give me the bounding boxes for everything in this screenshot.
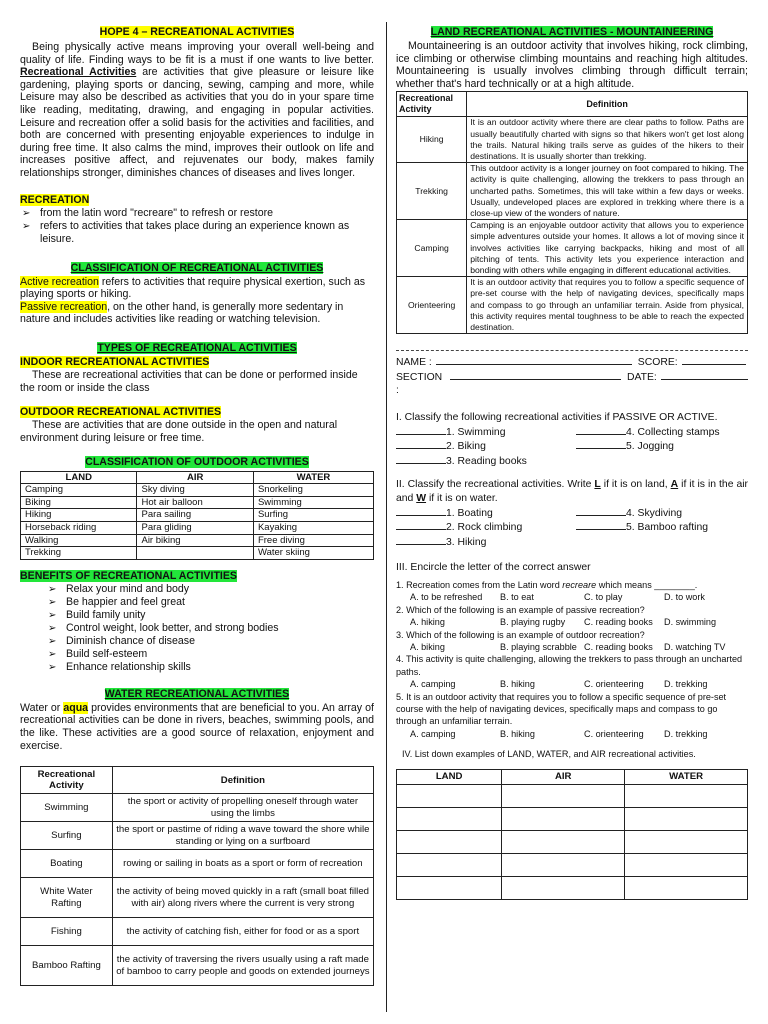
answer-option[interactable]: C. to play: [584, 592, 623, 603]
indoor-heading: INDOOR RECREATIONAL ACTIVITIES: [20, 355, 210, 368]
intro-term: Recreational Activities: [20, 66, 137, 79]
item: [576, 506, 746, 521]
table-row: [21, 946, 374, 986]
intro-text-2: are activities that give pleasure or leisure like gardening, playing sports or dancing, sewing, camping and more, while Leisure may also be described as activities that you do in your spare time like reading, meditating, drawing, and engaging in popular activities. Leisure and recreation offer a solid basis for the activities and facilities, and both are concerned with presenting enjoyable experiences to indulge in during free time. It also calms the mind, improves their outlook on life and increases positive affect, and rejuvenates our body, makes family relationships stronger, diminishes chances of diseases and lives longer.: [20, 66, 374, 179]
item-label: 3. Hiking: [446, 536, 487, 548]
classification-heading: CLASSIFICATION OF RECREATIONAL ACTIVITIES: [70, 261, 324, 274]
table-row: [21, 794, 374, 822]
answer-option[interactable]: B. playing scrabble: [500, 641, 577, 652]
part4-title: IV. List down examples of LAND, WATER, and AIR recreational activities.: [402, 749, 696, 760]
types-heading: TYPES OF RECREATIONAL ACTIVITIES: [97, 341, 297, 354]
col-header-definition: Definition: [112, 767, 373, 794]
item: [576, 520, 746, 535]
active-text: refers to activities that require physical exertion, such as playing sports or hiking.: [20, 275, 366, 301]
answer-option[interactable]: D. trekking: [664, 728, 708, 739]
water-term: aqua: [63, 701, 89, 714]
definition-cell: Camping is an enjoyable outdoor activity that allows you to experience simple adventures outside your homes. It allows a lot of moving since it involves activities like carrying backpacks, hiking and most of all pitching of tents. This activity lets you experience interaction and bonding with others while engaging in different educational activities.: [467, 220, 748, 277]
item-row: [396, 439, 748, 454]
answer-options: [396, 641, 748, 653]
col-header-air: AIR: [137, 472, 253, 484]
item: [396, 454, 576, 469]
recreation-heading: RECREATION: [20, 193, 90, 206]
answer-row: [397, 784, 748, 807]
answer-cell[interactable]: [397, 876, 502, 899]
outdoor-text: These are activities that are done outside in the open and natural environment during leisure or free time.: [20, 419, 338, 444]
question-stem-end: which means ________.: [598, 579, 698, 590]
cut-line: [396, 350, 748, 351]
item: [576, 439, 746, 454]
item: [576, 425, 746, 440]
section-row: [396, 370, 748, 398]
question-stem: 4. This activity is quite challenging, allowing the trekkers to pass through an uncharted paths.: [396, 654, 743, 677]
item: [396, 506, 576, 521]
definition-cell: the activity of catching fish, either for food or as a sport: [112, 918, 373, 946]
table-cell: Biking: [21, 496, 137, 509]
definition-cell: It is an outdoor activity where there are clear paths to follow. Paths are usually beautifully charted with signs so that hikers won't get lost along the trails. Natural hiking trails serve as guides of the hikers to their destinations. It is usually shorter than trekking.: [467, 117, 748, 163]
question-stem: 5. It is an outdoor activity that requires you to follow a specific sequence of pre-set course with the help of navigating devices, specifically maps and compass to go through an unfamiliar terrain.: [396, 691, 727, 727]
item: [576, 535, 746, 550]
intro-text-1: Being physically active means improving your overall well-being and quality of life. Finding ways to be fit is a must if one wants to live better.: [20, 41, 374, 66]
col-header-activity: Recreational Activity: [21, 767, 113, 794]
part2-letter-a: A: [670, 479, 679, 491]
col-header-air: AIR: [502, 769, 625, 784]
definition-cell: It is an outdoor activity that requires you to follow a specific sequence of pre-set course with the help of navigating devices, specifically maps and compass to go through an unfamiliar terrain. Aside from physical, this activity requires mental toughness to be able to reach the expected destination.: [467, 277, 748, 334]
answer-cell[interactable]: [502, 830, 625, 853]
name-field[interactable]: [436, 355, 632, 365]
outdoor-classification-heading: CLASSIFICATION OF OUTDOOR ACTIVITIES: [85, 456, 309, 469]
definition-cell: the sport or activity of propelling oneself through water using the limbs: [112, 794, 373, 822]
table-row: [397, 220, 748, 277]
table-row: [21, 878, 374, 918]
table-row: [397, 117, 748, 163]
table-row: [397, 277, 748, 334]
item-label: 2. Biking: [446, 441, 486, 453]
question-text: [396, 579, 748, 591]
activity-cell: White Water Rafting: [21, 878, 113, 918]
definition-cell: the activity of traversing the rivers usually using a raft made of bamboo to carry people and goods on extended journeys: [112, 946, 373, 986]
answer-blank[interactable]: [396, 425, 446, 435]
table-cell: Kayaking: [253, 522, 373, 535]
answer-cell[interactable]: [625, 807, 748, 830]
part2-text-a: II. Classify the recreational activities. Write: [396, 479, 592, 491]
answer-cell[interactable]: [625, 876, 748, 899]
section-field[interactable]: [450, 370, 621, 380]
active-term: Active recreation: [20, 275, 99, 288]
land-intro: Mountaineering is an outdoor activity that involves hiking, rock climbing, ice climbing or otherwise climbing mountains and reaching high altitudes. Mountaineering is usually involves climbing through difficult terrain; whether that's hard technically or at a high altitude.: [396, 40, 748, 90]
part3-questions: [396, 579, 748, 740]
land-heading: LAND RECREATIONAL ACTIVITIES - MOUNTAINEERING: [430, 26, 714, 38]
answer-option[interactable]: C. orienteering: [584, 728, 644, 739]
table-cell: Camping: [21, 484, 137, 497]
activity-cell: Bamboo Rafting: [21, 946, 113, 986]
list-item: ➢ Build family unity: [20, 609, 374, 622]
benefits-list: [20, 583, 374, 674]
item-label: 5. Bamboo rafting: [626, 522, 709, 534]
col-header-water: WATER: [625, 769, 748, 784]
answer-options: [396, 591, 748, 603]
answer-blank[interactable]: [396, 439, 446, 449]
answer-row: [397, 830, 748, 853]
part2-title: [396, 478, 748, 505]
item-label: 4. Collecting stamps: [626, 426, 720, 438]
definition-cell: rowing or sailing in boats as a sport or form of recreation: [112, 850, 373, 878]
land-activities-table: [396, 91, 748, 334]
answer-option[interactable]: D. trekking: [664, 679, 708, 690]
definition-cell: This outdoor activity is a longer journey on foot compared to hiking. The activity is quite challenging, allowing the trekkers to pass through an uncharted paths. Sometimes, this will take within a few days or weeks. Usually, undeveloped places are explored in trekking where there is a close-up view of the wonders of nature.: [467, 163, 748, 220]
part1-items: [396, 425, 748, 469]
part2-text-d: if it is on water.: [428, 492, 498, 504]
water-table-body: [21, 794, 374, 986]
list-item: ➢ from the latin word "recreare" to refresh or restore: [22, 207, 374, 220]
answer-row: [397, 807, 748, 830]
answer-cell[interactable]: [625, 853, 748, 876]
part4-table: [396, 769, 748, 900]
part2-items: [396, 506, 748, 550]
answer-blank[interactable]: [396, 535, 446, 545]
answer-cell[interactable]: [502, 784, 625, 807]
item-row: [396, 506, 748, 521]
answer-option[interactable]: B. hiking: [500, 728, 535, 739]
answer-cell[interactable]: [397, 784, 502, 807]
part2-text-b: if it is on land,: [603, 479, 668, 491]
table-cell: Hot air balloon: [137, 496, 253, 509]
definition-cell: the sport or pastime of riding a wave toward the shore while standing or lying on a surfboard: [112, 822, 373, 850]
list-item: ➢ Build self-esteem: [20, 648, 374, 661]
column-divider: [386, 22, 387, 1012]
list-item: ➢ Diminish chance of disease: [20, 635, 374, 648]
activity-cell: Fishing: [21, 918, 113, 946]
item: [396, 425, 576, 440]
table-row: [21, 496, 374, 509]
right-column: [396, 22, 748, 900]
part2-text-c: if it is in the air and: [396, 479, 748, 504]
section-label: SECTION :: [396, 371, 443, 397]
table-row: [21, 509, 374, 522]
question-text: [396, 629, 748, 641]
answer-option[interactable]: B. hiking: [500, 679, 535, 690]
table-row: [21, 534, 374, 547]
table-cell: Para gliding: [137, 522, 253, 535]
table-cell: Hiking: [21, 509, 137, 522]
question-text: [396, 653, 748, 678]
table-row: [21, 850, 374, 878]
part1-title: I. Classify the following recreational activities if PASSIVE OR ACTIVE.: [396, 412, 718, 424]
table-row: [21, 547, 374, 560]
answer-option[interactable]: C. reading books: [584, 617, 653, 628]
question-text: [396, 691, 748, 728]
activity-cell: Boating: [21, 850, 113, 878]
table-cell: Horseback riding: [21, 522, 137, 535]
list-item: ➢ Enhance relationship skills: [20, 661, 374, 674]
score-label: SCORE:: [637, 357, 678, 369]
item: [396, 535, 576, 550]
answer-blank[interactable]: [576, 425, 626, 435]
col-header-definition: Definition: [467, 92, 748, 117]
col-header-land: LAND: [21, 472, 137, 484]
activity-cell: Camping: [397, 220, 467, 277]
table-cell: Snorkeling: [253, 484, 373, 497]
outdoor-heading: OUTDOOR RECREATIONAL ACTIVITIES: [20, 406, 222, 419]
answer-option[interactable]: A. to be refreshed: [410, 592, 483, 603]
answer-option[interactable]: B. to eat: [500, 592, 534, 603]
question-text: [396, 604, 748, 616]
answer-cell[interactable]: [502, 807, 625, 830]
table-cell: [137, 547, 253, 560]
answer-option[interactable]: B. playing rugby: [500, 617, 566, 628]
passive-text: , on the other hand, is generally more sedentary in nature and includes activities like reading or watching television.: [20, 300, 344, 326]
answer-option[interactable]: A. camping: [410, 728, 456, 739]
table-row: [397, 163, 748, 220]
answer-cell[interactable]: [397, 830, 502, 853]
activity-cell: Trekking: [397, 163, 467, 220]
item-row: [396, 520, 748, 535]
answer-cell[interactable]: [502, 876, 625, 899]
answer-blank[interactable]: [576, 520, 626, 530]
list-item: ➢ Relax your mind and body: [20, 583, 374, 596]
item-label: 2. Rock climbing: [446, 522, 523, 534]
table-cell: Swimming: [253, 496, 373, 509]
table-row: [21, 918, 374, 946]
answer-blank[interactable]: [576, 506, 626, 516]
water-text-1: Water or: [20, 701, 61, 714]
col-header-activity: Recreational Activity: [397, 92, 467, 117]
item-row: [396, 454, 748, 469]
activity-cell: Surfing: [21, 822, 113, 850]
outdoor-activities-table: [20, 471, 374, 560]
activity-cell: Orienteering: [397, 277, 467, 334]
answer-cell[interactable]: [625, 830, 748, 853]
question-stem: 2. Which of the following is an example of passive recreation?: [396, 604, 645, 615]
item: [396, 439, 576, 454]
question-stem: 1. Recreation comes from the Latin word: [396, 579, 560, 590]
part3-title: III. Encircle the letter of the correct answer: [396, 562, 591, 574]
table-cell: Water skiing: [253, 547, 373, 560]
question-term: recreare: [562, 579, 597, 590]
list-item: ➢ refers to activities that takes place during an experience known as leisure.: [22, 220, 374, 246]
item-label: 3. Reading books: [446, 455, 527, 467]
water-heading: WATER RECREATIONAL ACTIVITIES: [104, 687, 290, 700]
left-column: [20, 22, 374, 986]
item: [576, 454, 746, 469]
answer-option[interactable]: C. reading books: [584, 641, 653, 652]
list-item: ➢ Control weight, look better, and strong bodies: [20, 622, 374, 635]
answer-row: [397, 853, 748, 876]
water-activities-table: [20, 766, 374, 986]
passive-recreation-paragraph: [20, 301, 374, 326]
answer-row: [397, 876, 748, 899]
table-row: [21, 522, 374, 535]
item-label: 1. Swimming: [446, 426, 506, 438]
item-label: 1. Boating: [446, 507, 493, 519]
question-stem: 3. Which of the following is an example of outdoor recreation?: [396, 629, 645, 640]
benefits-heading: BENEFITS OF RECREATIONAL ACTIVITIES: [20, 569, 237, 582]
definition-cell: the activity of being moved quickly in a raft (small boat filled with air) along rivers where the current is very strong: [112, 878, 373, 918]
page-title: HOPE 4 – RECREATIONAL ACTIVITIES: [99, 26, 295, 38]
name-label: NAME :: [396, 357, 432, 369]
answer-option[interactable]: A. camping: [410, 679, 456, 690]
answer-option[interactable]: D. swimming: [664, 617, 717, 628]
date-label: DATE:: [626, 371, 657, 383]
answer-cell[interactable]: [502, 853, 625, 876]
answer-blank[interactable]: [396, 454, 446, 464]
answer-cell[interactable]: [625, 784, 748, 807]
answer-options: [396, 678, 748, 690]
item: [396, 520, 576, 535]
active-recreation-paragraph: [20, 276, 374, 301]
answer-cell[interactable]: [397, 853, 502, 876]
table-cell: Para sailing: [137, 509, 253, 522]
water-text-2: provides environments that are beneficial to you. An array of recreational activities can be done in rivers, beaches, swimming pools, and the like. These activities are a good source of relaxation, enjoyment and exercise.: [20, 701, 374, 752]
answer-option[interactable]: A. biking: [410, 641, 445, 652]
table-cell: Surfing: [253, 509, 373, 522]
table-cell: Sky diving: [137, 484, 253, 497]
activity-cell: Swimming: [21, 794, 113, 822]
score-field[interactable]: [682, 355, 746, 365]
date-field[interactable]: [661, 370, 748, 380]
part2-letter-l: L: [594, 479, 601, 491]
indoor-text: These are recreational activities that can be done or performed inside the room or inside the class: [20, 368, 358, 394]
recreation-list: [22, 207, 374, 246]
answer-option[interactable]: D. watching TV: [664, 641, 726, 652]
answer-blank[interactable]: [396, 520, 446, 530]
answer-option[interactable]: C. orienteering: [584, 679, 644, 690]
passive-term: Passive recreation: [20, 300, 108, 313]
table-cell: Free diving: [253, 534, 373, 547]
item-label: 5. Jogging: [626, 441, 674, 453]
item-label: 4. Skydiving: [626, 507, 683, 519]
table-row: [21, 484, 374, 497]
water-paragraph: [20, 702, 374, 752]
answer-cell[interactable]: [397, 807, 502, 830]
land-table-body: [397, 117, 748, 334]
table-cell: Trekking: [21, 547, 137, 560]
item-row: [396, 535, 748, 550]
activity-cell: Hiking: [397, 117, 467, 163]
col-header-land: LAND: [397, 769, 502, 784]
item-row: [396, 425, 748, 440]
answer-options: [396, 728, 748, 740]
answer-option[interactable]: D. to work: [664, 592, 705, 603]
list-item: ➢ Be happier and feel great: [20, 596, 374, 609]
name-row: [396, 355, 748, 370]
answer-blank[interactable]: [576, 439, 626, 449]
outdoor-table-body: [21, 484, 374, 560]
table-cell: Air biking: [137, 534, 253, 547]
answer-blank[interactable]: [396, 506, 446, 516]
intro-paragraph: [20, 41, 374, 180]
answer-options: [396, 616, 748, 628]
part2-letter-w: W: [416, 492, 427, 504]
table-row: [21, 822, 374, 850]
col-header-water: WATER: [253, 472, 373, 484]
answer-option[interactable]: A. hiking: [410, 617, 445, 628]
table-cell: Walking: [21, 534, 137, 547]
